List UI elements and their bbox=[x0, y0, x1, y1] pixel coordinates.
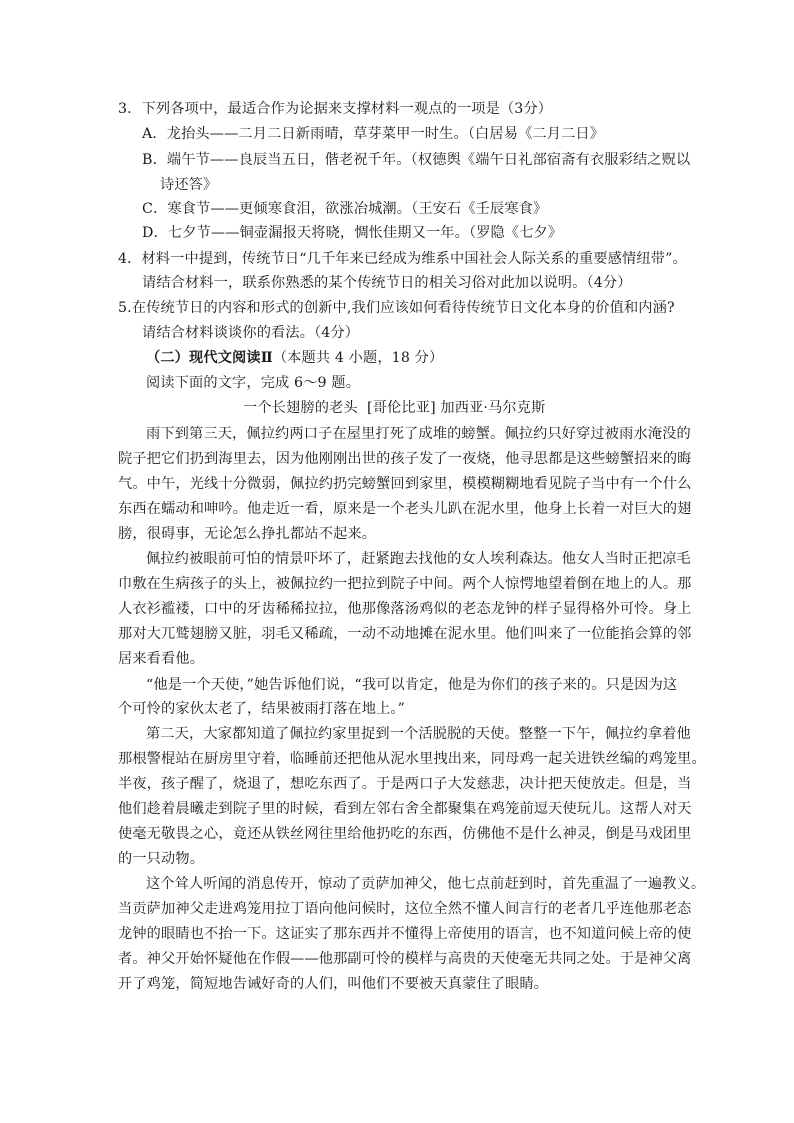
question-3-option-b: B．端午节——良辰当五日，偕老祝千年。（权德舆《端午日礼部宿斋有衣服彩结之贶以 bbox=[142, 152, 691, 168]
story-line: 那根警棍站在厨房里守着，临睡前还把他从泥水里拽出来，同母鸡一起关进铁丝编的鸡笼里。 bbox=[118, 751, 706, 767]
story-line: 龙钟的眼睛也不抬一下。这证实了那东西并不懂得上帝使用的语言，也不知道问候上帝的使 bbox=[118, 926, 692, 942]
question-3-option-b-continued: 诗还答》 bbox=[160, 177, 218, 193]
story-line: 个可怜的家伙太老了，结果被雨打落在地上。” bbox=[118, 701, 406, 717]
section-heading-note: （本题共 4 小题，18 分） bbox=[272, 350, 444, 366]
story-line: 膀，很碍事，无论怎么挣扎都站不起来。 bbox=[118, 526, 377, 542]
story-line: 人衣衫褴褛，口中的牙齿稀稀拉拉，他那像落汤鸡似的老态龙钟的样子显得格外可怜。身上 bbox=[118, 601, 692, 617]
question-3-stem: 3．下列各项中，最适合作为论据来支撑材料一观点的一项是（3分） bbox=[118, 101, 553, 117]
story-line: 东西在蠕动和呻吟。他走近一看，原来是一个老头儿趴在泥水里，他身上长着一对巨大的翅 bbox=[118, 501, 692, 517]
question-5-prompt: 请结合材料谈谈你的看法。（4分） bbox=[142, 325, 360, 341]
question-3-option-c: C．寒食节——更倾寒食泪，欲涨冶城潮。（王安石《壬辰寒食》 bbox=[142, 201, 548, 217]
story-line: 第二天，大家都知道了佩拉约家里捉到一个活脱脱的天使。整整一下午，佩拉约拿着他 bbox=[146, 726, 691, 742]
story-author: [哥伦比亚] 加西亚·马尔克斯 bbox=[367, 400, 546, 416]
story-line: 使毫无敬畏之心，竟还从铁丝网往里给他扔吃的东西，仿佛他不是什么神灵，倒是马戏团里 bbox=[118, 826, 692, 842]
question-3-option-d: D．七夕节——铜壶漏报天将晓，惆怅佳期又一年。（罗隐《七夕》 bbox=[142, 225, 563, 241]
story-line: 他们趁着晨曦走到院子里的时候，看到左邻右舍全都聚集在鸡笼前逗天使玩儿。这帮人对天 bbox=[118, 801, 692, 817]
question-3-option-a: A．龙抬头——二月二日新雨晴，草芽菜甲一时生。（白居易《二月二日》 bbox=[142, 126, 605, 142]
section-heading-title: （二）现代文阅读Ⅱ bbox=[146, 350, 273, 366]
story-line: 佩拉约被眼前可怕的情景吓坏了，赶紧跑去找他的女人埃利森达。他女人当时正把凉毛 bbox=[146, 551, 691, 567]
story-line: 的一只动物。 bbox=[118, 851, 205, 867]
question-4-stem: 4．材料一中提到，传统节日“几千年来已经成为维系中国社会人际关系的重要感情纽带”。 bbox=[118, 251, 687, 267]
story-line: 居来看看他。 bbox=[118, 651, 205, 667]
section-instruction: 阅读下面的文字，完成 6～9 题。 bbox=[146, 375, 361, 391]
story-line: “他是一个天使，”她告诉他们说，“我可以肯定，他是为你们的孩子来的。只是因为这 bbox=[146, 677, 678, 693]
story-line: 气。中午，光线十分微弱，佩拉约扔完螃蟹回到家里，模模糊糊地看见院子当中有一个什么 bbox=[118, 476, 692, 492]
question-5-stem: 5.在传统节日的内容和形式的创新中,我们应该如何看待传统节日文化本身的价值和内涵? bbox=[118, 300, 675, 316]
story-line: 开了鸡笼，简短地告诫好奇的人们，叫他们不要被天真蒙住了眼睛。 bbox=[118, 976, 549, 992]
story-line: 雨下到第三天，佩拉约两口子在屋里打死了成堆的螃蟹。佩拉约只好穿过被雨水淹没的 bbox=[146, 426, 691, 442]
story-line: 那对大兀鹫翅膀又脏，羽毛又稀疏，一动不动地摊在泥水里。他们叫来了一位能掐会算的邻 bbox=[118, 626, 692, 642]
question-4-prompt: 请结合材料一，联系你熟悉的某个传统节日的相关习俗对此加以说明。（4分） bbox=[142, 275, 632, 291]
story-line: 当贡萨加神父走进鸡笼用拉丁语向他问候时，这位全然不懂人间言行的老者几乎连他那老态 bbox=[118, 901, 692, 917]
story-title-line bbox=[243, 399, 545, 417]
story-line: 院子把它们扔到海里去，因为他刚刚出世的孩子发了一夜烧，他寻思都是这些螃蟹招来的晦 bbox=[118, 451, 692, 467]
story-line: 者。神父开始怀疑他在作假——他那副可怜的模样与高贵的天使毫无共同之处。于是神父离 bbox=[118, 951, 692, 967]
story-line: 巾敷在生病孩子的头上，被佩拉约一把拉到院子中间。两个人惊愕地望着倒在地上的人。那 bbox=[118, 576, 692, 592]
story-line: 半夜，孩子醒了，烧退了，想吃东西了。于是两口子大发慈悲，决计把天使放走。但是，当 bbox=[118, 776, 692, 792]
story-line: 这个耸人听闻的消息传开，惊动了贡萨加神父，他七点前赶到时，首先重温了一遍教义。 bbox=[146, 876, 706, 892]
story-title: 一个长翅膀的老头 bbox=[243, 400, 358, 416]
section-heading bbox=[146, 349, 443, 367]
